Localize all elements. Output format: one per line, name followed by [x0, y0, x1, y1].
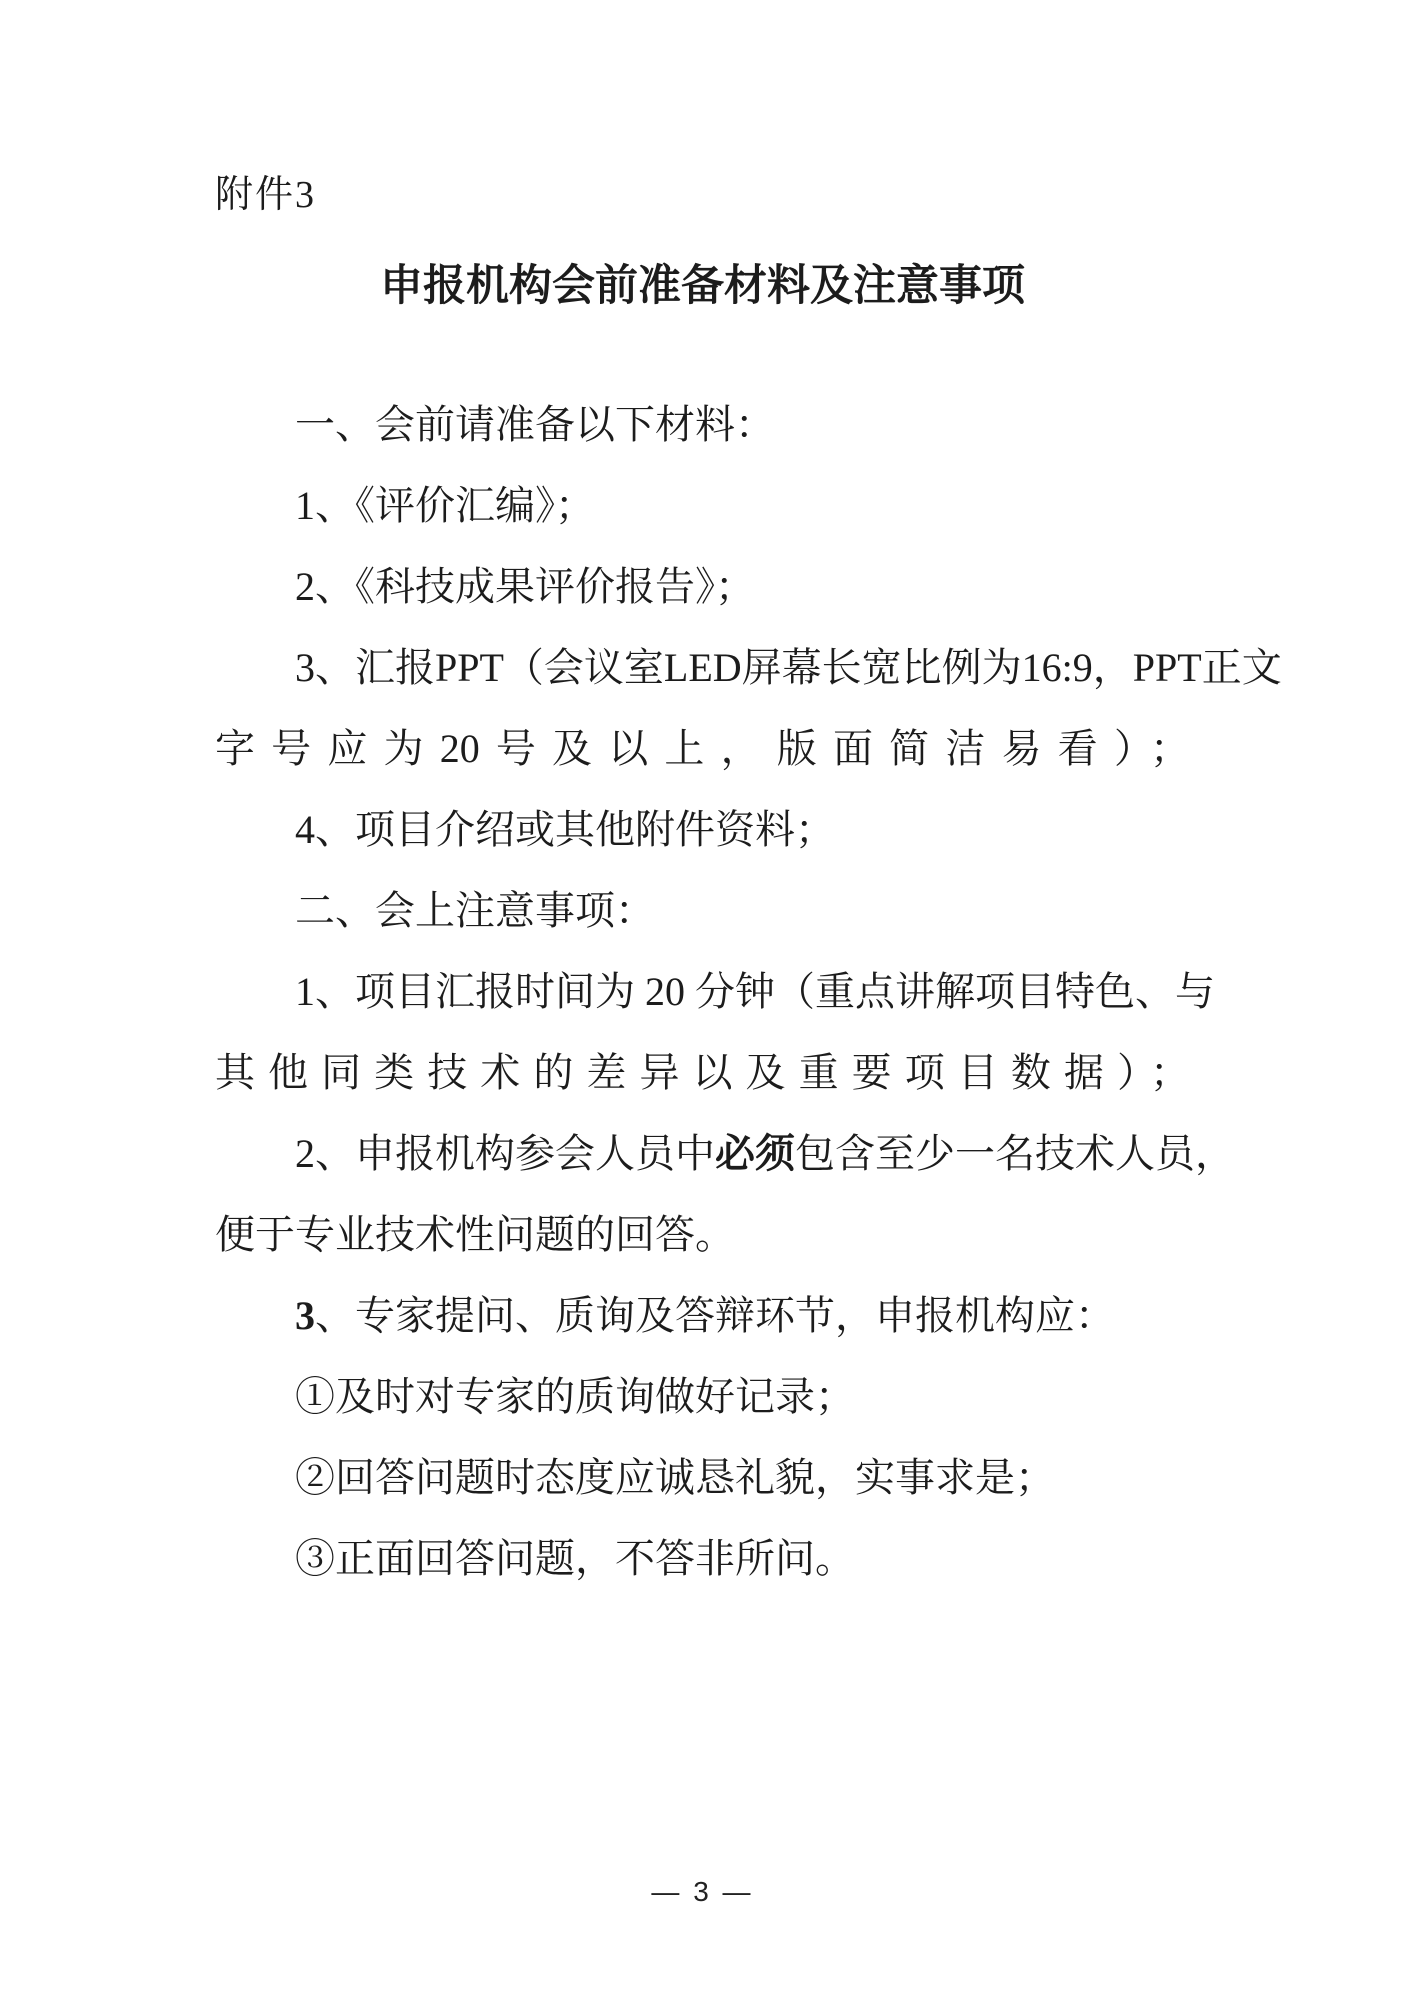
line-note-1-part-2 [215, 1032, 1190, 1113]
text-segment: 包含至少一名技术人员， [795, 1131, 1235, 1176]
line-note-3-sub-3 [215, 1518, 1190, 1599]
text-segment: 字号应为20号及以上，版面简洁易看）； [215, 726, 1190, 771]
line-note-1-part-1 [215, 951, 1215, 1032]
text-segment: 2、申报机构参会人员中 [295, 1131, 715, 1176]
text-segment: ③正面回答问题，不答非所问。 [295, 1536, 855, 1581]
line-material-item-3-part-1 [215, 627, 1282, 708]
text-segment: 1、项目汇报时间为 20 分钟（重点讲解项目特色、与 [295, 969, 1215, 1014]
text-segment: 1、《评价汇编》； [295, 483, 595, 528]
line-note-2-part-2 [215, 1194, 1190, 1275]
line-notes-heading [215, 870, 1190, 951]
text-segment: 一、会前请准备以下材料： [295, 402, 775, 447]
text-segment-bold: 必须 [715, 1131, 795, 1176]
text-segment: 4、项目介绍或其他附件资料； [295, 807, 835, 852]
page-title: 申报机构会前准备材料及注意事项 [380, 263, 1025, 310]
line-material-item-4 [215, 789, 1190, 870]
text-segment: 便于专业技术性问题的回答。 [215, 1212, 735, 1257]
text-segment: 3、汇报PPT（会议室LED屏幕长宽比例为16:9，PPT正文 [295, 645, 1282, 690]
text-segment: ①及时对专家的质询做好记录； [295, 1374, 855, 1419]
attachment-label: 附件3 [215, 174, 317, 216]
line-note-3-sub-1 [215, 1356, 1190, 1437]
text-segment: ②回答问题时态度应诚恳礼貌，实事求是； [295, 1455, 1055, 1500]
text-segment-bold: 3 [295, 1293, 315, 1338]
line-note-2-part-1 [215, 1113, 1235, 1194]
line-note-3-sub-2 [215, 1437, 1190, 1518]
line-material-item-3-part-2 [215, 708, 1190, 789]
text-segment: 二、会上注意事项： [295, 888, 655, 933]
line-material-item-2 [215, 546, 1190, 627]
line-materials-heading [215, 384, 1190, 465]
line-material-item-1 [215, 465, 1190, 546]
text-segment: 其他同类技术的差异以及重要项目数据）； [215, 1050, 1190, 1095]
page-number: — 3 — [651, 1876, 754, 1907]
line-note-3-heading [215, 1275, 1190, 1356]
document-body [215, 384, 1282, 1599]
text-segment: 2、《科技成果评价报告》； [295, 564, 755, 609]
text-segment: 、专家提问、质询及答辩环节，申报机构应： [315, 1293, 1115, 1338]
